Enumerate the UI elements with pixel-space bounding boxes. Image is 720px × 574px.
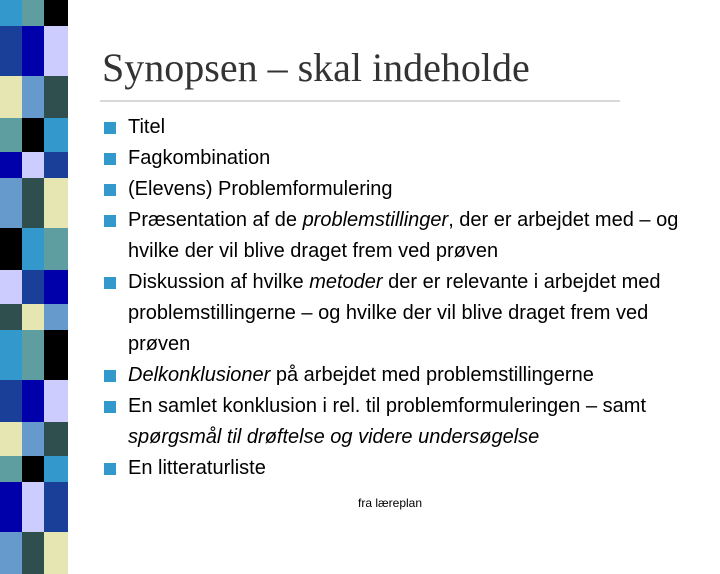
stripe-block	[0, 304, 22, 330]
title-underline	[100, 100, 620, 102]
stripe-block	[0, 482, 22, 532]
bullet-text: der er relevante i arbejdet med problemstillingerne – og hvilke der vil blive draget frem ved prøven	[128, 271, 661, 355]
bullet-text: Fagkombination	[128, 147, 271, 169]
bullet-text: (Elevens) Problemformulering	[128, 178, 393, 200]
bullet-text-italic: problemstillinger	[302, 209, 449, 231]
bullet-text: , der er arbejdet med – og hvilke der vil blive draget frem ved prøven	[128, 209, 679, 262]
bullet-item	[104, 205, 704, 267]
stripe-block	[22, 270, 44, 304]
stripe-block	[0, 178, 22, 228]
bullet-item	[104, 112, 704, 143]
bullet-item	[104, 174, 704, 205]
stripe-block	[0, 422, 22, 456]
square-bullet-icon	[104, 370, 116, 382]
stripe-block	[44, 456, 68, 482]
bullet-item	[104, 267, 704, 360]
stripe-block	[22, 152, 44, 178]
stripe-block	[44, 270, 68, 304]
bullet-text: Diskussion af hvilke	[128, 271, 310, 293]
bullet-text: Titel	[128, 116, 166, 138]
stripe-block	[22, 422, 44, 456]
bullet-text: En litteraturliste	[128, 457, 266, 479]
bullet-text: på arbejdet med problemstillingerne	[270, 364, 594, 386]
bullet-text-italic: metoder	[309, 271, 383, 293]
bullet-item	[104, 453, 704, 484]
bullet-text: Præsentation af de	[128, 209, 303, 231]
stripe-block	[0, 0, 22, 26]
stripe-block	[22, 76, 44, 118]
stripe-block	[0, 228, 22, 270]
stripe-block	[44, 482, 68, 532]
stripe-block	[0, 532, 22, 574]
stripe-block	[22, 0, 44, 26]
square-bullet-icon	[104, 184, 116, 196]
bullet-text: En samlet konklusion i rel. til problemformuleringen – samt	[128, 395, 646, 417]
stripe-block	[0, 330, 22, 380]
bullet-item	[104, 391, 704, 453]
stripe-block	[22, 304, 44, 330]
square-bullet-icon	[104, 215, 116, 227]
bullet-text-italic: spørgsmål til drøftelse og videre undersøgelse	[128, 426, 540, 448]
bullet-text-italic: Delkonklusioner	[128, 364, 271, 386]
bullet-item	[104, 360, 704, 391]
stripe-block	[44, 422, 68, 456]
square-bullet-icon	[104, 153, 116, 165]
slide-title: Synopsen – skal indeholde	[102, 45, 530, 90]
stripe-block	[0, 456, 22, 482]
stripe-block	[22, 26, 44, 76]
stripe-block	[44, 330, 68, 380]
stripe-block	[44, 532, 68, 574]
stripe-block	[44, 26, 68, 76]
stripe-block	[44, 152, 68, 178]
stripe-block	[0, 380, 22, 422]
stripe-block	[0, 152, 22, 178]
square-bullet-icon	[104, 401, 116, 413]
stripe-block	[44, 178, 68, 228]
stripe-block	[22, 532, 44, 574]
stripe-block	[0, 26, 22, 76]
square-bullet-icon	[104, 463, 116, 475]
stripe-block	[44, 76, 68, 118]
stripe-block	[0, 270, 22, 304]
stripe-block	[22, 118, 44, 152]
stripe-block	[44, 304, 68, 330]
square-bullet-icon	[104, 277, 116, 289]
bullet-list	[104, 112, 704, 484]
stripe-block	[44, 0, 68, 26]
stripe-block	[22, 178, 44, 228]
square-bullet-icon	[104, 122, 116, 134]
bullet-item	[104, 143, 704, 174]
stripe-block	[22, 380, 44, 422]
stripe-block	[44, 380, 68, 422]
stripe-block	[44, 228, 68, 270]
decorative-side-stripe	[0, 0, 68, 540]
stripe-block	[44, 118, 68, 152]
footnote: fra læreplan	[358, 496, 423, 510]
stripe-block	[22, 330, 44, 380]
stripe-block	[22, 482, 44, 532]
stripe-block	[22, 456, 44, 482]
stripe-block	[0, 118, 22, 152]
stripe-block	[0, 76, 22, 118]
stripe-block	[22, 228, 44, 270]
